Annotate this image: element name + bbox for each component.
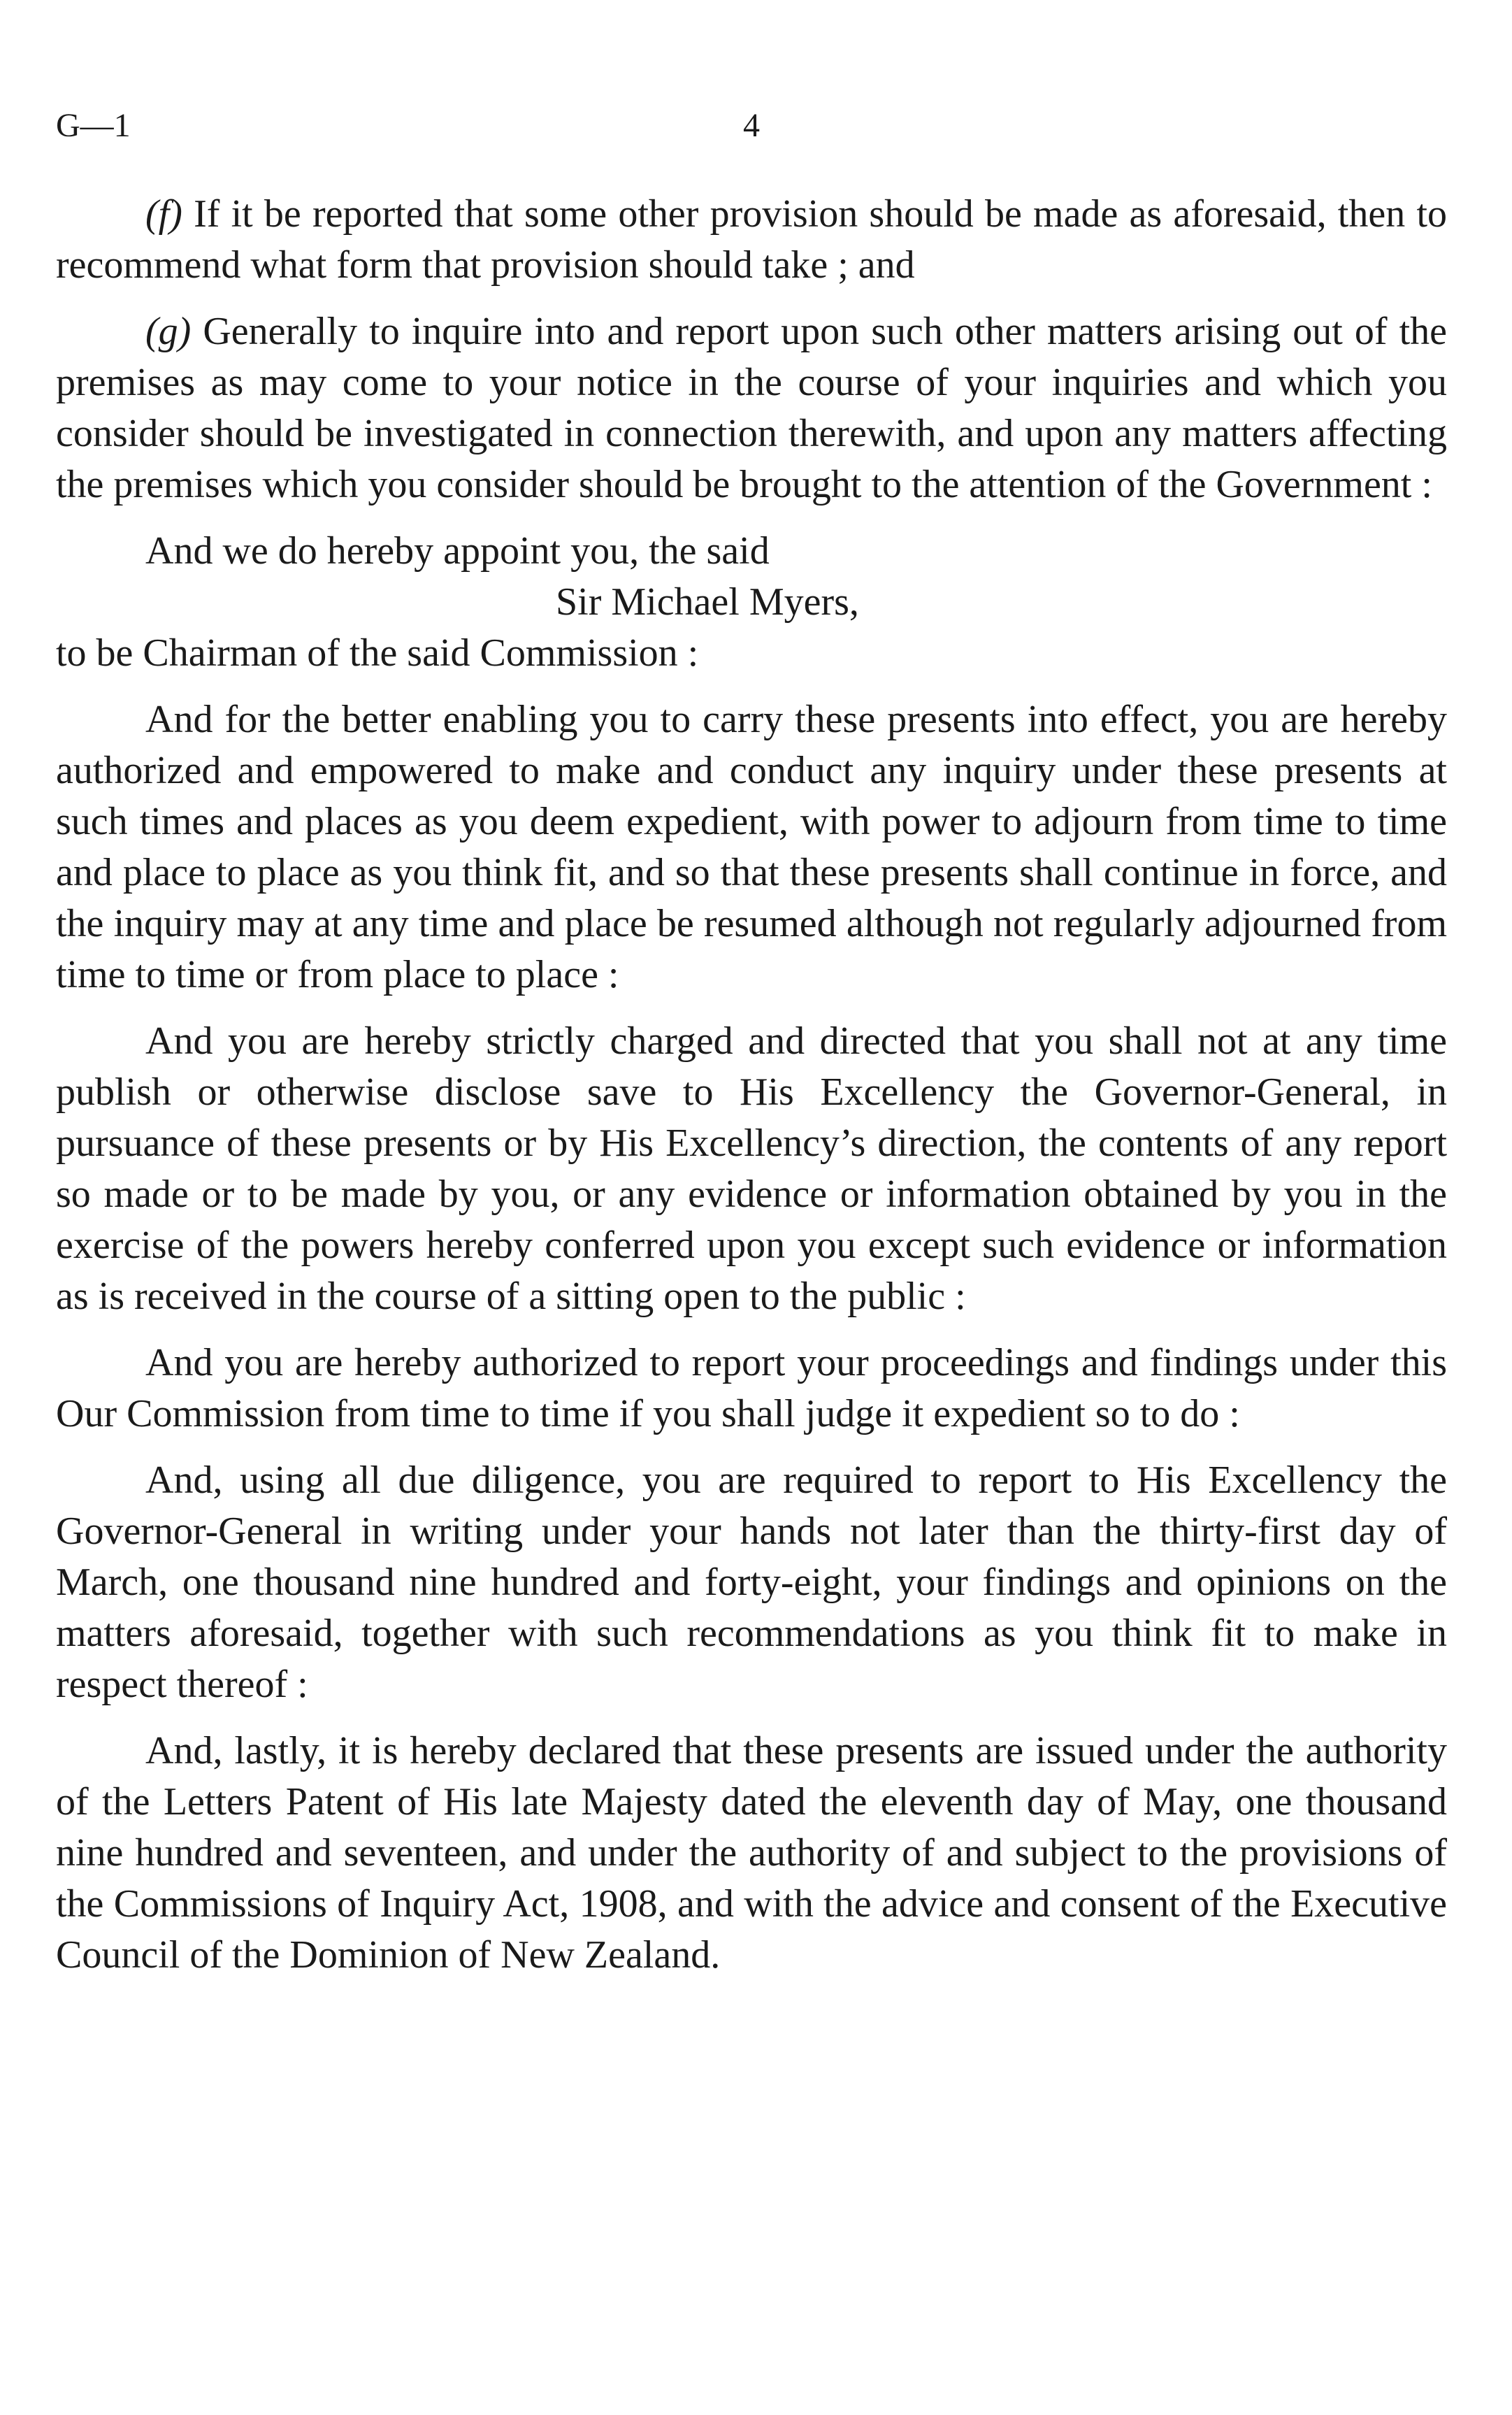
appointee-name: Sir Michael Myers, <box>556 580 859 624</box>
document-body <box>56 189 1447 1981</box>
enabling-paragraph: And for the better enabling you to carry these presents into effect, you are hereby authorized and empowered to make and conduct any inquiry under these presents at such times and places as you deem expedient, with power to adjourn from time to time and place to place as you think fit, and so that these presents shall continue in force, and the inquiry may at any time and place be resumed although not regularly adjourned from time to time or from place to place : <box>56 698 1447 996</box>
page-header <box>56 105 1447 161</box>
appointment-role: to be Chairman of the said Commission : <box>56 631 699 675</box>
clause-g <box>56 306 1447 510</box>
diligence-paragraph: And, using all due diligence, you are required to report to His Excellency the Governor-General in writing under your hands not later than the thirty-first day of March, one thousand nine hundred and forty-eight, your findings and opinions on the matters aforesaid, together with such recommendations as you think fit to make in respect thereof : <box>56 1459 1447 1706</box>
document-reference: G—1 <box>56 107 131 144</box>
appointment-intro: And we do hereby appoint you, the said <box>145 529 770 573</box>
charged-paragraph: And you are hereby strictly charged and directed that you shall not at any time publish or otherwise disclose save to His Excellency the Governor-General, in pursuance of these presents or by His Excellency’s direction, the contents of any report so made or to be made by you, or any evidence or information obtained by you in the exercise of the powers hereby conferred upon you except such evidence or information as is received in the course of a sitting open to the public : <box>56 1019 1447 1318</box>
clause-g-letter: (g) <box>145 310 192 353</box>
clause-f <box>56 189 1447 291</box>
lastly-paragraph: And, lastly, it is hereby declared that these presents are issued under the authority of the Letters Patent of His late Majesty dated the eleventh day of May, one thousand nine hundred and seventeen, and under the authority of and subject to the provisions of the Commissions of Inquiry Act, 1908, and with the advice and consent of the Executive Council of the Dominion of New Zealand. <box>56 1729 1447 1977</box>
clause-f-text: If it be reported that some other provision should be made as aforesaid, then to recommend what form that provision should take ; and <box>56 192 1447 287</box>
report-proceedings-paragraph: And you are hereby authorized to report your proceedings and findings under this Our Commission from time to time if you shall judge it expedient so to do : <box>56 1341 1447 1435</box>
clause-g-text: Generally to inquire into and report upon such other matters arising out of the premises as may come to your notice in the course of your inquiries and which you consider should be investigated in connection therewith, and upon any matters affecting the premises which you consider should be brought to the attention of the Government : <box>56 310 1447 506</box>
page-number: 4 <box>743 107 760 144</box>
clause-f-letter: (f) <box>145 192 182 236</box>
document-page <box>56 105 1447 1996</box>
